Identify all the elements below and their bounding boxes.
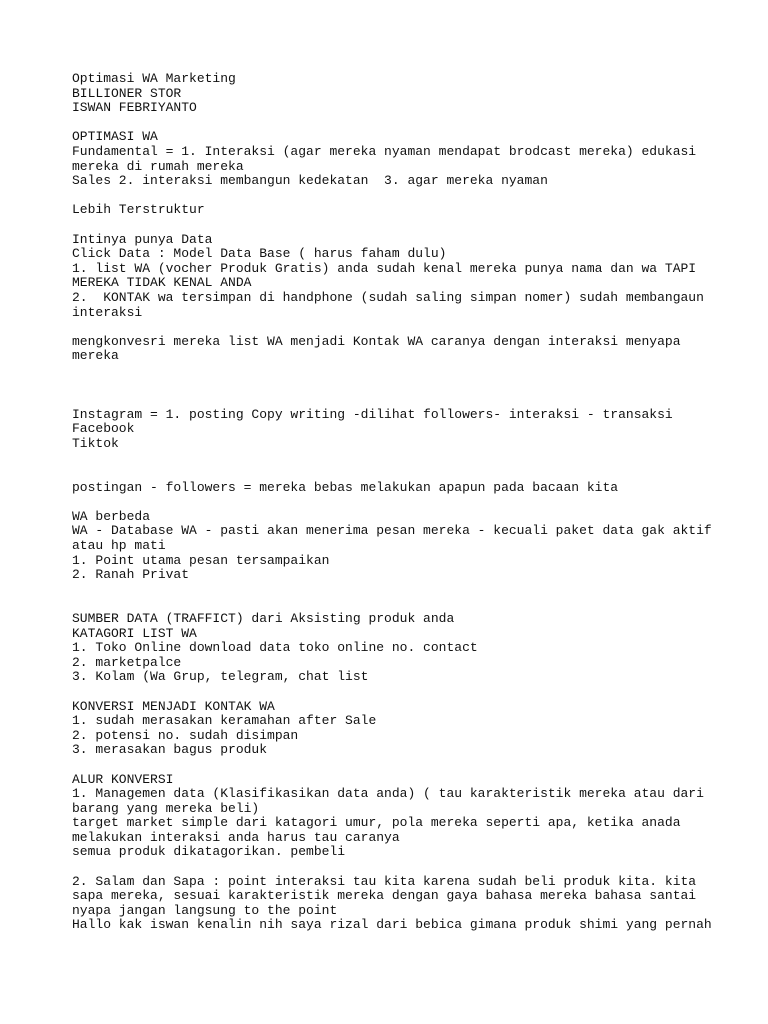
text-line: MEREKA TIDAK KENAL ANDA <box>72 275 252 291</box>
blank-line <box>72 860 712 875</box>
blank-line <box>72 583 712 598</box>
doc-title: Optimasi WA Marketing <box>72 71 236 86</box>
text-line: Lebih Terstruktur <box>72 202 205 218</box>
section-heading: OPTIMASI WA <box>72 129 158 145</box>
text-line: 1. Toko Online download data toko online no. contact <box>72 640 478 656</box>
blank-line <box>72 189 712 204</box>
text-line: WA berbeda <box>72 508 151 524</box>
text-line: Tiktok <box>72 435 119 451</box>
text-line: 2. marketpalce <box>72 654 182 670</box>
text-line: WA - Database WA - pasti akan menerima pesan mereka - kecuali paket data gak aktif <box>72 523 712 539</box>
text-line: Intinya punya Data <box>72 231 213 247</box>
text-line: semua produk dikatagorikan. pembeli <box>72 844 346 860</box>
text-line: postingan - followers = mereka bebas melakukan apapun pada bacaan kita <box>72 479 619 495</box>
text-line: 1. Point utama pesan tersampaikan <box>72 552 330 568</box>
text-line: sapa mereka, sesuai karakteristik mereka dengan gaya bahasa mereka bahasa santai <box>72 888 697 904</box>
blank-line <box>72 758 712 773</box>
text-line: Sales 2. interaksi membangun kedekatan 3. agar mereka nyaman <box>72 173 548 189</box>
blank-line <box>72 451 712 466</box>
text-line: mereka <box>72 348 119 364</box>
text-line: interaksi <box>72 304 143 320</box>
blank-line <box>72 393 712 408</box>
doc-author: ISWAN FEBRIYANTO <box>72 100 197 116</box>
text-line: barang yang mereka beli) <box>72 800 260 816</box>
text-line: Hallo kak iswan kenalin nih saya rizal dari bebica gimana produk shimi yang pernah <box>72 917 712 933</box>
section-heading: SUMBER DATA (TRAFFICT) dari Aksisting produk anda <box>72 610 455 626</box>
text-line: 3. Kolam (Wa Grup, telegram, chat list <box>72 669 369 685</box>
blank-line <box>72 364 712 379</box>
text-line: 3. merasakan bagus produk <box>72 742 268 758</box>
text-line: 2. Salam dan Sapa : point interaksi tau kita karena sudah beli produk kita. kita <box>72 873 697 889</box>
text-line: 1. list WA (vocher Produk Gratis) anda sudah kenal mereka punya nama dan wa TAPI <box>72 260 697 276</box>
blank-line <box>72 116 712 131</box>
text-line: 2. potensi no. sudah disimpan <box>72 727 299 743</box>
blank-line <box>72 218 712 233</box>
blank-line <box>72 320 712 335</box>
document-page <box>72 72 712 933</box>
text-line: 2. Ranah Privat <box>72 567 190 583</box>
text-line: Facebook <box>72 421 135 437</box>
section-heading: ALUR KONVERSI <box>72 771 174 787</box>
text-line: melakukan interaksi anda harus tau caranya <box>72 829 400 845</box>
blank-line <box>72 378 712 393</box>
text-line: mereka di rumah mereka <box>72 158 244 174</box>
blank-line <box>72 685 712 700</box>
text-line: Instagram = 1. posting Copy writing -dilihat followers- interaksi - transaksi <box>72 406 673 422</box>
section-heading: KATAGORI LIST WA <box>72 625 197 641</box>
blank-line <box>72 597 712 612</box>
section-heading: KONVERSI MENJADI KONTAK WA <box>72 698 275 714</box>
text-line: Fundamental = 1. Interaksi (agar mereka nyaman mendapat brodcast mereka) edukasi <box>72 143 697 159</box>
text-line: nyapa jangan langsung to the point <box>72 902 338 918</box>
doc-subtitle: BILLIONER STOR <box>72 85 182 101</box>
text-line: mengkonvesri mereka list WA menjadi Kontak WA caranya dengan interaksi menyapa <box>72 333 681 349</box>
blank-line <box>72 495 712 510</box>
text-line: atau hp mati <box>72 538 166 553</box>
text-line: 1. Managemen data (Klasifikasikan data anda) ( tau karakteristik mereka atau dari <box>72 786 704 802</box>
text-line: 1. sudah merasakan keramahan after Sale <box>72 713 377 729</box>
text-line: target market simple dari katagori umur, pola mereka seperti apa, ketika anada <box>72 815 681 831</box>
blank-line <box>72 466 712 481</box>
text-line: 2. KONTAK wa tersimpan di handphone (sudah saling simpan nomer) sudah membangaun <box>72 289 704 305</box>
text-line: Click Data : Model Data Base ( harus faham dulu) <box>72 246 447 262</box>
